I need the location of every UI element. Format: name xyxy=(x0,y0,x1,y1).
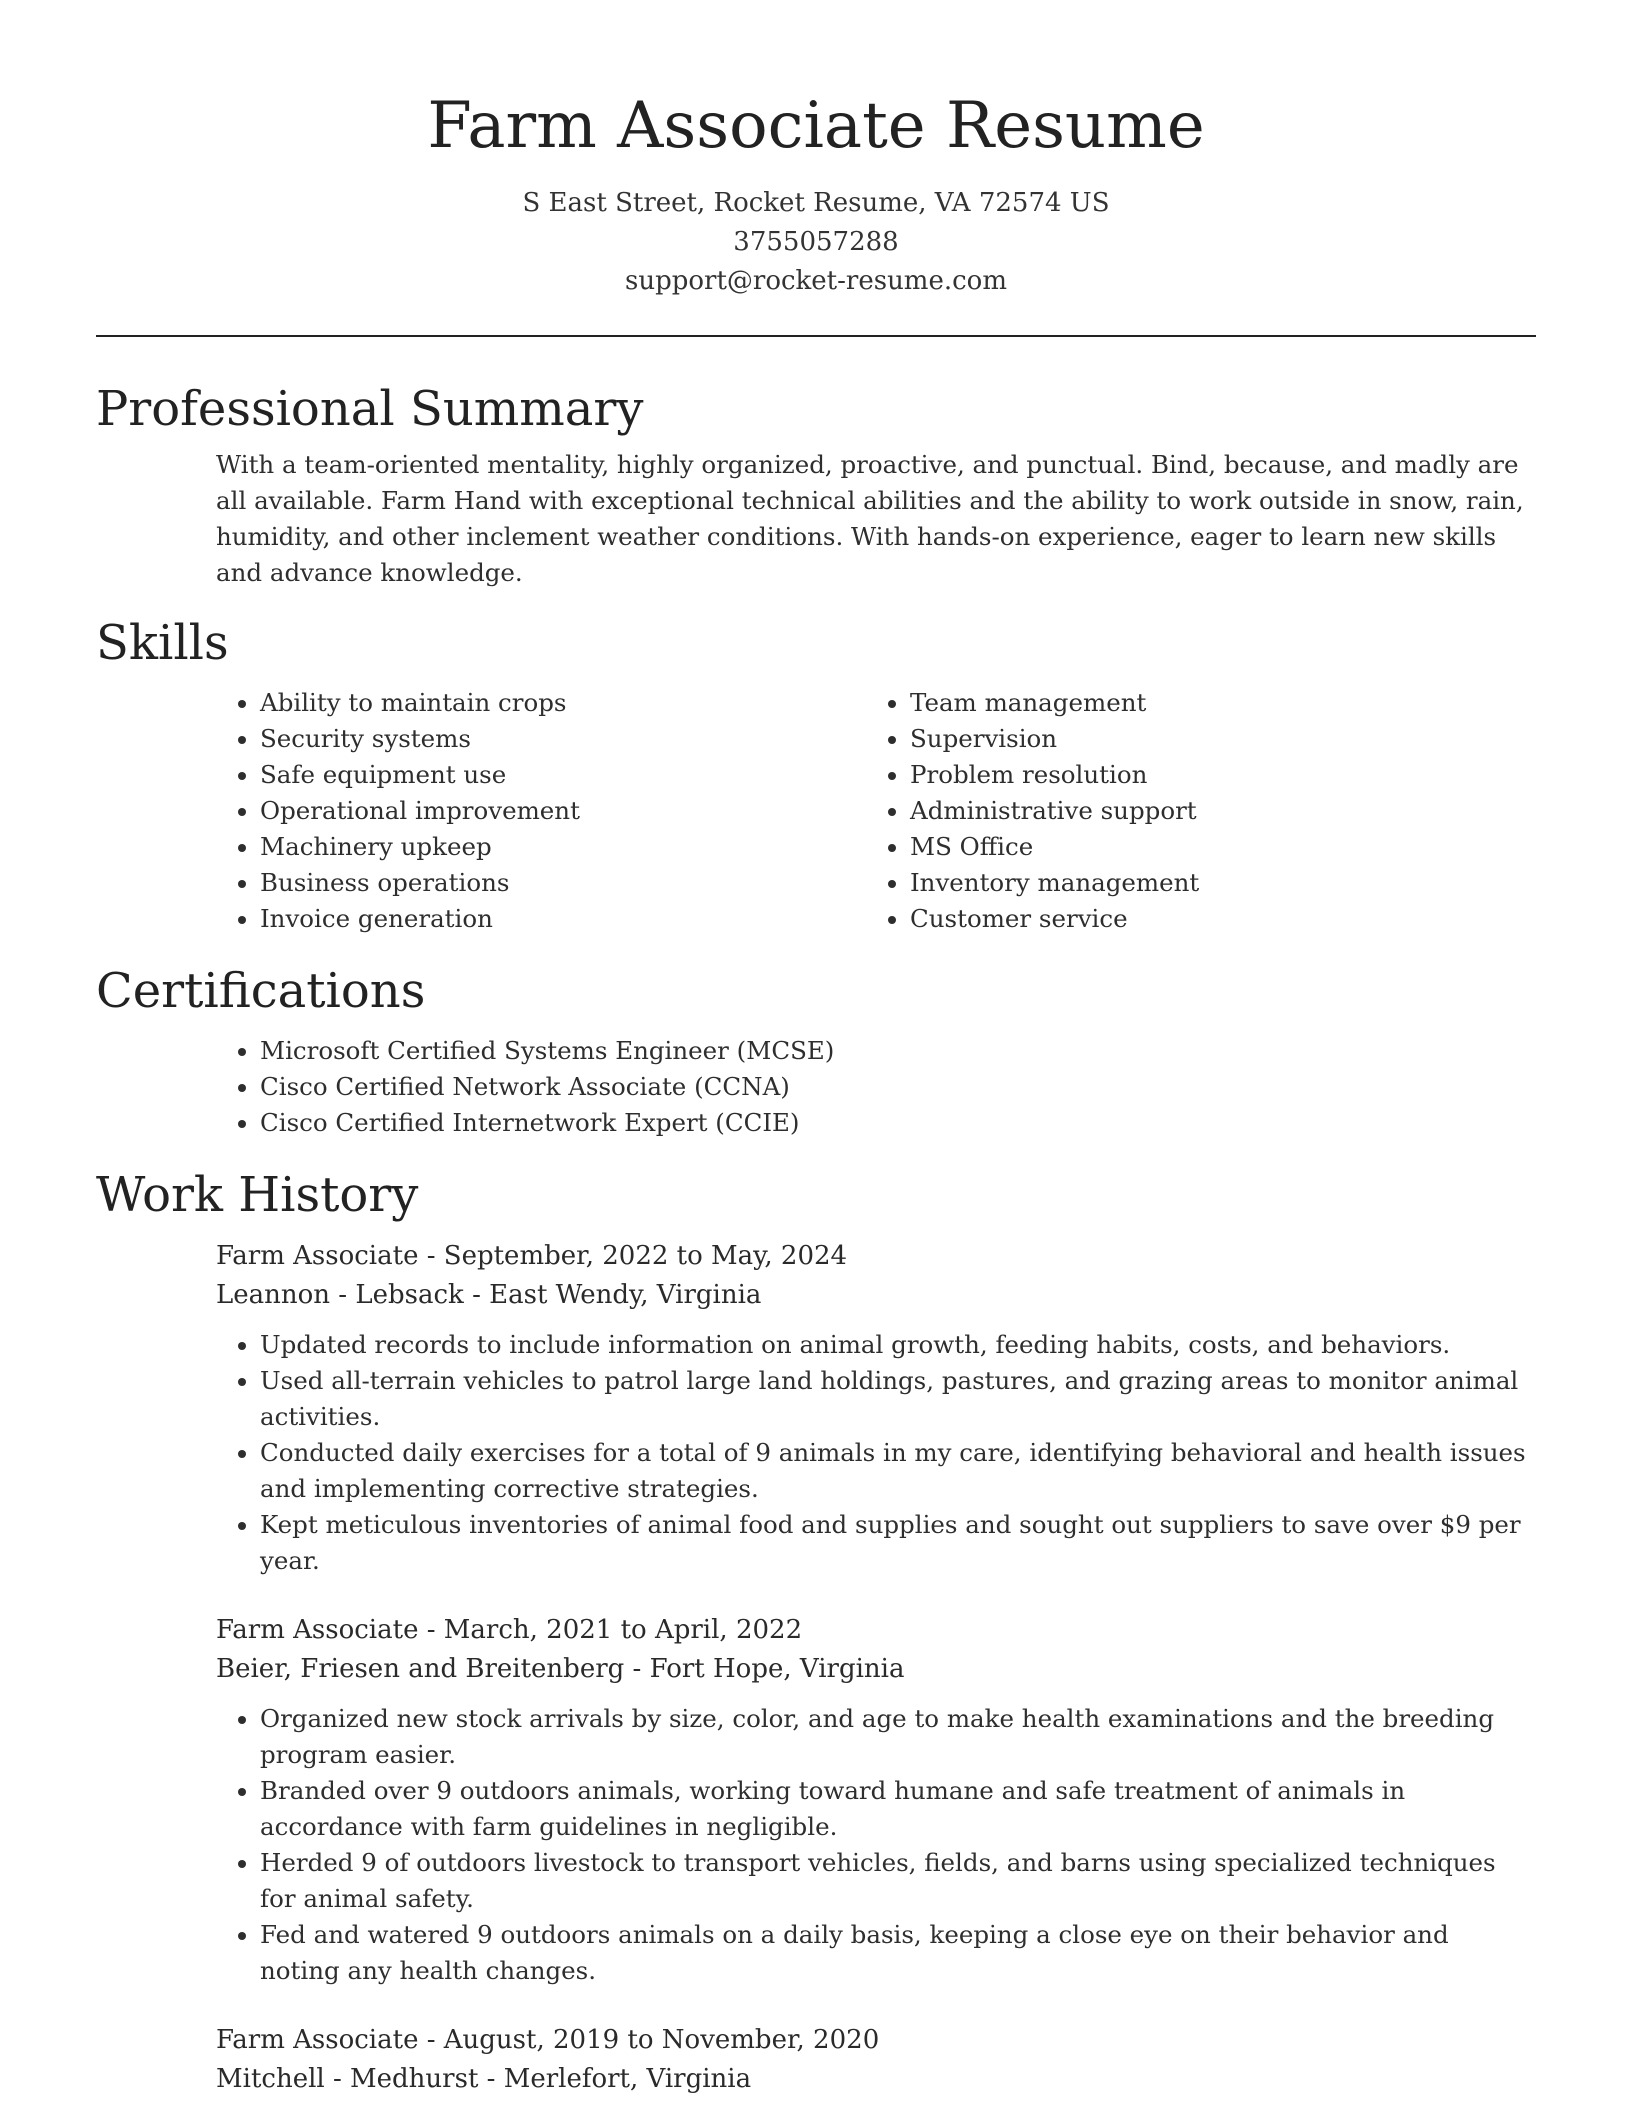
skill-item: • Customer service xyxy=(910,901,1516,937)
job-entry xyxy=(216,1611,1536,1989)
skill-item: • Safe equipment use xyxy=(260,757,866,793)
certifications-body xyxy=(216,1033,1536,1141)
skills-list-left xyxy=(216,685,866,937)
job-bullet: • Herded 9 of outdoors livestock to transport vehicles, fields, and barns using specialized techniques for animal safety. xyxy=(260,1845,1536,1917)
job-bullet: • Kept meticulous inventories of animal food and supplies and sought out suppliers to save over $9 per year. xyxy=(260,1507,1536,1579)
skills-column-right xyxy=(866,685,1516,937)
skills-grid xyxy=(216,685,1536,937)
skill-item: • Business operations xyxy=(260,865,866,901)
skill-item: • Team management xyxy=(910,685,1516,721)
skill-item: • Problem resolution xyxy=(910,757,1516,793)
job-role: Farm Associate xyxy=(216,2025,419,2055)
work-history-section xyxy=(96,1165,1536,2099)
summary-heading: Professional Summary xyxy=(96,381,644,437)
certification-item: • Cisco Certified Internetwork Expert (CCIE) xyxy=(260,1105,1536,1141)
skill-item: • Security systems xyxy=(260,721,866,757)
skill-item: • Inventory management xyxy=(910,865,1516,901)
skill-item: • Machinery upkeep xyxy=(260,829,866,865)
skill-item: • Operational improvement xyxy=(260,793,866,829)
skill-item: • Invoice generation xyxy=(260,901,866,937)
job-entry xyxy=(216,2021,1536,2099)
job-company: Mitchell - Medhurst xyxy=(216,2064,479,2094)
certifications-section xyxy=(96,961,1536,1141)
job-location: - Fort Hope, Virginia xyxy=(624,1654,905,1684)
job-bullet: • Conducted daily exercises for a total of 9 animals in my care, identifying behavioral and health issues and implementing corrective strategies. xyxy=(260,1435,1536,1507)
job-bullet: • Updated records to include information on animal growth, feeding habits, costs, and behaviors. xyxy=(260,1327,1536,1363)
summary-section xyxy=(96,379,1536,591)
job-company-line xyxy=(216,2060,1536,2099)
job-company: Leannon - Lebsack xyxy=(216,1280,464,1310)
job-dates: - September, 2022 to May, 2024 xyxy=(418,1241,848,1271)
skills-column-left xyxy=(216,685,866,937)
job-bullets xyxy=(216,1327,1536,1579)
job-bullet: • Branded over 9 outdoors animals, working toward humane and safe treatment of animals in accordance with farm guidelines in negligible. xyxy=(260,1773,1536,1845)
job-bullets xyxy=(216,1701,1536,1989)
skill-item: • MS Office xyxy=(910,829,1516,865)
job-title-line xyxy=(216,1611,1536,1650)
skill-item: • Administrative support xyxy=(910,793,1516,829)
certification-item: • Cisco Certified Network Associate (CCNA) xyxy=(260,1069,1536,1105)
job-role: Farm Associate xyxy=(216,1241,419,1271)
job-bullet-list xyxy=(216,1327,1536,1579)
job-bullet: • Used all-terrain vehicles to patrol large land holdings, pastures, and grazing areas to monitor animal activities. xyxy=(260,1363,1536,1435)
email: support@rocket-resume.com xyxy=(624,266,1007,296)
job-company-line xyxy=(216,1276,1536,1315)
job-title-line xyxy=(216,2021,1536,2060)
job-location: - East Wendy, Virginia xyxy=(463,1280,762,1310)
resume-page xyxy=(96,0,1536,2112)
job-bullet-list xyxy=(216,1701,1536,1989)
summary-text: With a team-oriented mentality, highly organized, proactive, and punctual. Bind, because, and madly are all available. Farm Hand with exceptional technical abilities and the ability to work outside in snow, rain, humidity, and other inclement weather conditions. With hands-on experience, eager to learn new skills and advance knowledge. xyxy=(216,450,1524,587)
address: S East Street, Rocket Resume, VA 72574 US xyxy=(522,188,1110,218)
job-location: - Merlefort, Virginia xyxy=(478,2064,752,2094)
resume-header xyxy=(96,0,1536,301)
phone: 3755057288 xyxy=(733,227,899,257)
skills-heading: Skills xyxy=(96,615,229,671)
skills-section xyxy=(96,613,1536,937)
header-divider xyxy=(96,335,1536,337)
skill-item: • Supervision xyxy=(910,721,1516,757)
job-bullet: • Fed and watered 9 outdoors animals on a daily basis, keeping a close eye on their behavior and noting any health changes. xyxy=(260,1917,1536,1989)
job-title-line xyxy=(216,1237,1536,1276)
job-role: Farm Associate xyxy=(216,1615,419,1645)
skills-list-right xyxy=(866,685,1516,937)
job-company: Beier, Friesen and Breitenberg xyxy=(216,1654,625,1684)
job-dates: - March, 2021 to April, 2022 xyxy=(418,1615,803,1645)
job-company-line xyxy=(216,1650,1536,1689)
work-history-heading: Work History xyxy=(96,1167,419,1223)
certifications-heading: Certifications xyxy=(96,963,426,1019)
skill-item: • Ability to maintain crops xyxy=(260,685,866,721)
job-dates: - August, 2019 to November, 2020 xyxy=(418,2025,880,2055)
certifications-list xyxy=(216,1033,1536,1141)
certification-item: • Microsoft Certified Systems Engineer (MCSE) xyxy=(260,1033,1536,1069)
job-entry xyxy=(216,1237,1536,1579)
job-bullet: • Organized new stock arrivals by size, color, and age to make health examinations and the breeding program easier. xyxy=(260,1701,1536,1773)
resume-title: Farm Associate Resume xyxy=(427,89,1205,163)
